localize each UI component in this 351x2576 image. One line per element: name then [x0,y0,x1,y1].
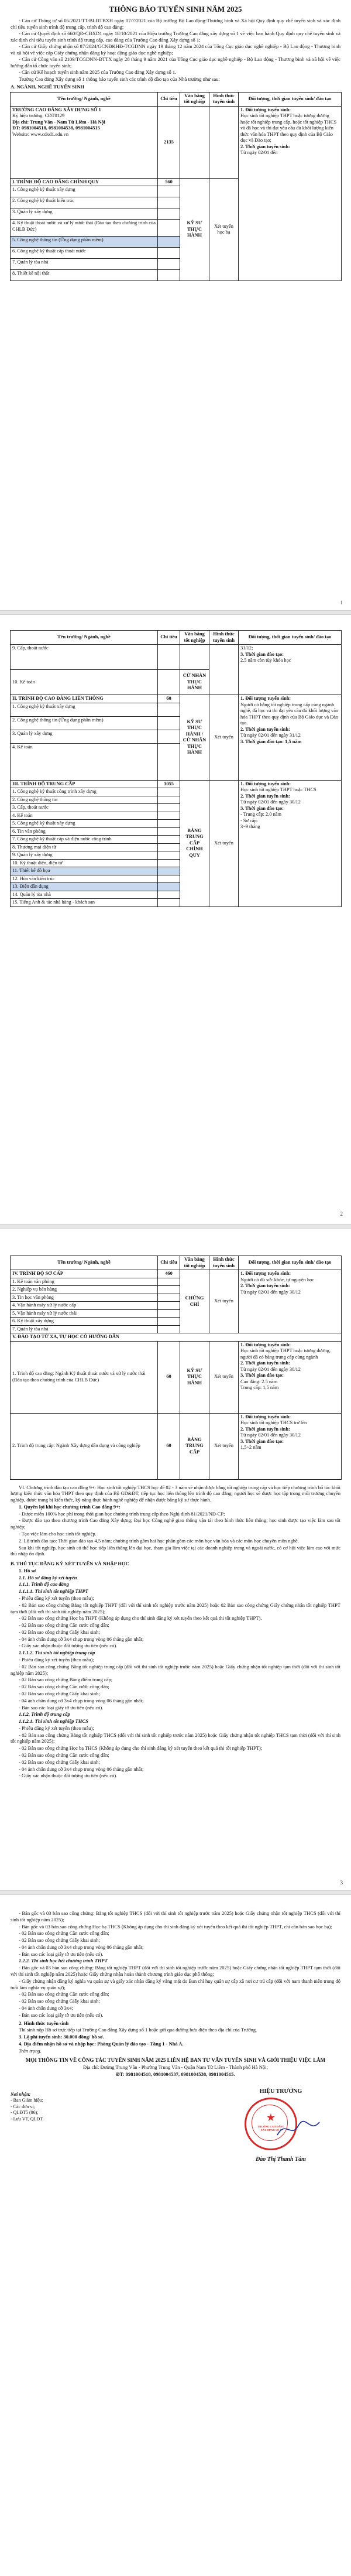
section-quota: 60 [158,695,180,703]
intro-line: - Căn cứ Quyết định số 660/QĐ-CĐXD1 ngày 18/10/2021 của Hiệu trưởng Trường Cao đẳng xây dựng số 1 về việc ban hành Quy định quy chế tuyển sinh và xác định chỉ tiêu tuyển sinh trình độ trung cấp, cao đẳng của Trường Cao đẳng Xây dựng số 1; [11,30,340,43]
target-line: - Trung cấp: 2,0 năm [240,812,282,817]
section-heading: II. TRÌNH ĐỘ CAO ĐẲNG LIÊN THÔNG [11,695,158,703]
p4-line: 1.2.2. Thí sinh học hết chương trình THPT [19,1958,108,1964]
programs-table-2 [10,630,342,907]
target-line: 3~9 tháng [240,824,260,829]
school-website[interactable]: Website: www.cdxd1.edu.vn [12,131,69,137]
p4-line: - Bản gốc và 03 bản sao công chứng: Bằng tốt nghiệp THPT (đối với thí sinh tốt nghiệp trước năm 2025) hoặc Giấy chứng nhận tốt nghiệp THPT tạm thời (đối với thí sinh tốt nghiệp năm 2025) hoặc Giấy chứng nhận hoàn thành chương trình giáo dục phổ thông; [11,1965,340,1978]
paragraph: 1. Quyền lợi khi học chương trình Cao đẳng 9+: [19,1503,121,1510]
p4-line: - 04 ảnh chân dung cỡ 3x4 chụp trong vòng 06 tháng gần nhất; [19,1944,144,1950]
target-line: Trung cấp: 1,5 năm [240,1385,279,1390]
b-line: - 02 Bản sao công chứng Học bạ THPT (Không áp dụng cho thí sinh đăng ký xét tuyển theo kết quả thi tốt nghiệp THPT). [19,1615,262,1621]
section-b-heading: B. THỦ TỤC ĐĂNG KÝ XÉT TUYỂN VÀ NHẬP HỌC [11,1561,129,1567]
degree-cell: BẰNG TRUNG CẤP CHÍNH QUY [180,780,209,906]
b-line: - 04 ảnh chân dung cỡ 3x4 chụp trong vòng 06 tháng gần nhất; [19,1636,144,1642]
target-line: Từ ngày 02/01 đến ngày 31/12 [240,733,301,738]
b-line: - Giấy xác nhận thuộc đối tượng ưu tiên (nếu có). [19,1643,118,1649]
target-line: 1. Đối tượng tuyển sinh: [240,696,291,701]
program-row: 4. Kế toán [11,812,158,820]
degree-cell: KỸ SƯ THỰC HÀNH / CỬ NHÂN THỰC HÀNH [180,695,209,781]
col-quota-header: Chỉ tiêu [158,1256,180,1270]
b-line: 1.1.1.2. Thí sinh tốt nghiệp trung cấp [19,1650,95,1656]
p4-line: - 04 ảnh chân dung cỡ 3x4; [19,2004,73,2011]
program-row: 1. Trình độ cao đẳng: Ngành Kỹ thuật thoát nước và xử lý nước thải (Đào tạo theo chương trình của CHLB Đức) [11,1341,158,1413]
program-row: 9. Cấp, thoát nước [11,645,158,670]
b-line: 1. Hồ sơ [19,1567,36,1573]
program-row: 11. Thiết kế đồ họa [11,867,158,875]
target-line: 1,5~2 năm [240,1445,261,1450]
b-line: 1.1.1. Trình độ cao đẳng [19,1581,69,1588]
program-row: 1. Công nghệ kỹ thuật xây dựng [11,703,158,716]
page-4 [0,1895,351,2576]
page-1 [0,0,351,610]
col-degree-header: Văn bằng tốt nghiệp [180,631,209,645]
col-name-header: Tên trường/ Ngành, nghề [11,92,158,106]
target-line: 2.5 năm còn tùy khóa học [240,658,291,663]
target-line: Học sinh tốt nghiệp THCS trở lên [240,1420,307,1425]
programs-table-3 [10,1255,342,1480]
b-line: 1.1. Hồ sơ đăng ký xét tuyển [19,1574,77,1581]
intro-block [11,18,340,82]
target-line: Từ ngày 02/01 đến [240,150,278,156]
target-line: 1. Đối tượng tuyển sinh: [240,1271,291,1276]
program-row: 4. Kỹ thuật thoát nước và xử lý nước thải (Đào tạo theo chương trình của CHLB Đức) [11,220,158,237]
page-number: 1 [340,600,343,605]
col-degree-header: Văn bằng tốt nghiệp [180,1256,209,1270]
b-line: - Phiếu đăng ký xét tuyển (theo mẫu); [19,1725,94,1731]
target-line: 2. Thời gian tuyển sinh: [240,1360,290,1366]
target-line: - Sơ cấp: [240,817,259,823]
signature-scribble [275,2117,322,2141]
target-line: 3. Thời gian đào tạo: [240,1438,284,1444]
degree-cell: KỸ SƯ THỰC HÀNH [180,1341,209,1413]
method-cell: Xét tuyển [209,1270,239,1333]
b-line: - 02 Bản sao công chứng Bằng tốt nghiệp trung cấp (đối với thí sinh tốt nghiệp trước năm 2025) hoặc Giấy chứng nhận tốt nghiệp tạm thời (đối với thí sinh tốt nghiệp năm 2025); [11,1663,340,1676]
program-row: 10. Kế toán [11,670,158,695]
target-line: 3. Thời gian đào tạo: 1,5 năm [240,738,302,744]
degree-cell: CỬ NHÂN THỰC HÀNH [180,670,209,695]
target-line: 3. Thời gian đào tạo: [240,1373,284,1378]
b-line: - 02 Bản sao công chứng Bảng điểm trung cấp; [19,1677,113,1683]
col-quota-header: Chỉ tiêu [158,92,180,106]
section-quota: 560 [158,178,180,186]
p4-line: - Bản gốc và 03 bản sao công chứng Học bạ THCS (Không áp dụng cho thí sinh đăng ký xét tuyển theo kết quả thi tốt nghiệp THPT, chỉ cần bản sao học bạ); [19,1923,332,1930]
p4-line: 3. Lệ phí tuyển sinh: 30.000 đồng/ hồ sơ. [19,2034,104,2040]
target-line: 2. Thời gian tuyển sinh: [240,1283,290,1288]
stamp-star-icon: ★ [266,2112,276,2123]
p4-line: - Giấy chứng nhận đăng ký nghĩa vụ quân sự và giấy xác nhận đăng ký vắng mặt do Ban chỉ huy quân sự cấp xã nơi cư trú cấp (đối với nam thanh niên trong độ tuổi làm nghĩa vụ quân sự); [11,1978,340,1990]
recipients-block [11,2092,44,2122]
p4-line: - Bản sao các loại giấy tờ ưu tiên (nếu có). [19,1951,104,1957]
target-line: 2. Thời gian tuyển sinh: [240,726,290,732]
program-row: 6. Kỹ thuật xây dựng [11,1318,158,1326]
method-cell: Xét tuyển [209,695,239,781]
target-line: 3. Thời gian đào tạo: [240,651,284,657]
school-total-quota: 2135 [158,106,180,178]
signer-name: Đào Thị Thanh Tâm [256,2156,306,2163]
target-line: 2. Thời gian tuyển sinh: [240,143,290,149]
p4-line: - 02 Bản sao công chứng Căn cước công dân; [19,1930,109,1937]
target-line: Từ ngày 02/01 đến ngày 30/12 [240,1432,301,1438]
section-quota: 1055 [158,780,180,788]
program-row: 3. Quản lý xây dựng [11,730,158,743]
b-line: - 02 Bản sao công chứng Giấy khai sinh; [19,1629,100,1635]
school-address: Địa chỉ: Trung Văn - Nam Từ Liêm - Hà Nội [12,119,105,125]
program-9plus-block [11,1484,340,1558]
page-separator [0,610,351,615]
program-row: 2. Trình độ trung cấp: Ngành Xây dựng dân dụng và công nghiệp [11,1413,158,1479]
paragraph: VI. Chương trình đào tạo cao đẳng 9+: Học sinh tốt nghiệp THCS học để 02 - 3 năm sẽ nhận được bằng tốt nghiệp trung cấp và học tiếp chương trình bổ túc khối lượng kiến thức văn hóa THPT theo quy định của Bộ GD&ĐT, tiếp tục học liên thông lên trình độ cao đẳng; người học sẽ được học tập trong môi trường chuyên nghiệp, được trang bị kiến thức, kỹ năng thực hành nghề nghiệp để nhận được bằng kỹ sư thực hành. [11,1484,340,1503]
target-line: 1. Đối tượng tuyển sinh: [240,1342,291,1347]
target-line: Học sinh tốt nghiệp THPT hoặc THCS [240,787,316,792]
b-line: - 02 Bản sao công chứng Căn cước công dân; [19,1751,109,1758]
program-row: 2. Công nghệ thông tin (Ứng dụng phần mềm) [11,716,158,730]
intro-line: - Căn cứ Công văn số 2109/TCGDNN-ĐTTX ngày 28 tháng 9 năm 2021 của Tổng Cục giáo dục nghề nghiệp - Bộ Lao động - Thương binh và xã hội về việc hướng dẫn tổ chức tuyển sinh; [11,56,340,69]
target-line: Học sinh tốt nghiệp THPT hoặc tương đương, người đã có bằng trung cấp cùng ngành [240,1348,331,1360]
intro-line: Trường Cao đẳng Xây dựng số 1 thông báo tuyển sinh các trình độ đào tạo của Nhà trường như sau: [19,76,220,82]
b-line: - 04 ảnh chân dung cỡ 3x4 chụp trong vòng 06 tháng gần nhất; [19,1766,144,1772]
document-title: THÔNG BÁO TUYỂN SINH NĂM 2025 [109,5,242,13]
program-row: 15. Tiếng Anh & tác nhà hàng - khách sạn [11,899,158,907]
b-line: - 02 Bản sao công chứng Học bạ THCS (Không áp dụng cho thí sinh đăng ký xét tuyển theo kết quả thi tốt nghiệp THPT); [19,1745,263,1751]
page-2 [0,615,351,1224]
target-line: 1. Đối tượng tuyển sinh: [240,781,291,786]
program-row: 7. Quản lý tòa nhà [11,1325,158,1333]
col-quota-header: Chỉ tiêu [158,631,180,645]
page-separator [0,1224,351,1229]
p4-line: - Bản sao các loại giấy tờ ưu tiên (nếu có). [19,2011,104,2018]
page-3 [0,1229,351,1890]
program-row: 3. Quản lý xây dựng [11,208,158,220]
b-line: - 02 Bản sao công chứng Bằng tốt nghiệp THPT (đối với thí sinh tốt nghiệp trước năm 2025) hoặc 02 Bản sao công chứng Giấy chứng nhận tốt nghiệp THPT tạm thời (đối với thí sinh tốt nghiệp năm 2025); [11,1602,340,1614]
section-heading: III. TRÌNH ĐỘ TRUNG CẤP [11,780,158,788]
target-line: 31/12; [240,645,253,651]
target-line: 3. Thời gian đào tạo: [240,805,284,811]
b-line: - Phiếu đăng ký xét tuyển (theo mẫu); [19,1657,94,1663]
program-row: 4. Vận hành máy xử lý nước cấp [11,1302,158,1310]
school-code: Ký hiệu trường: CĐT0129 [12,113,65,119]
program-row: 7. Quản lý tòa nhà [11,259,158,270]
method-cell: Xét tuyển [209,1413,239,1479]
section-quota: 460 [158,1270,180,1278]
contact-title: MỌI THÔNG TIN VỀ CÔNG TÁC TUYỂN SINH NĂM 2025 LIÊN HỆ BAN TƯ VẤN TUYỂN SINH VÀ GIỚI THIỆU VIỆC LÀM [25,2057,326,2064]
page-separator [0,1890,351,1895]
col-name-header: Tên trường/ Ngành, nghề [11,631,158,645]
b-line: - Giấy xác nhận thuộc đối tượng ưu tiên (nếu có). [19,1773,118,1779]
method-cell: Xét tuyển học bạ [209,178,239,281]
signature-block [228,2088,333,2096]
b-line: - 04 ảnh chân dung cỡ 3x4 chụp trong vòng 06 tháng gần nhất; [19,1697,144,1703]
section-a-heading: A. NGÀNH, NGHỀ TUYỂN SINH [11,84,84,90]
section-quota: 60 [158,1341,180,1413]
school-name: TRƯỜNG CAO ĐẲNG XÂY DỰNG SỐ 1 [12,107,101,112]
section-heading: I. TRÌNH ĐỘ CAO ĐẲNG CHÍNH QUY [11,178,158,186]
col-method-header: Hình thức tuyển sinh [209,631,239,645]
p4-line: 4. Địa điểm nhận hồ sơ và nhập học: Phòng Quản lý đào tạo - Tầng 1 - Nhà A. [19,2040,184,2047]
degree-cell: BẰNG TRUNG CẤP [180,1413,209,1479]
paragraph: Sau khi tốt nghiệp, học sinh có thể học tiếp liên thông lên đại học, tham gia làm việc tại các doanh nghiệp trong và ngoài nước, có cơ hội việc làm cao với mức thu nhập ổn định. [11,1544,340,1557]
p4-line: - 02 Bản sao công chứng Giấy khai sinh; [19,1937,100,1944]
section-b-block [11,1561,340,1779]
col-target-header: Đối tượng, thời gian tuyển sinh/ đào tạo [239,631,342,645]
intro-line: - Căn cứ Thông tư số 05/2021/TT-BLĐTBXH ngày 07/7/2021 của Bộ trưởng Bộ Lao động-Thương binh và Xã hội Quy định quy chế tuyển sinh và xác định chỉ tiêu tuyển sinh trình độ trung cấp, trình độ cao đẳng; [11,18,340,30]
p4-line: Trân trọng. [19,2047,42,2054]
paragraph: - Được miễn 100% học phí trong thời gian học chương trình trung cấp theo Nghị định 81/2021/NĐ-CP; [19,1510,225,1517]
program-row: 6. Công nghệ kỹ thuật cấp thoát nước [11,248,158,259]
program-row: 12. Hòa văn kiến trúc [11,875,158,883]
program-row: 1. Công nghệ kỹ thuật xây dựng [11,186,158,197]
p4-line: - 02 Bản sao công chứng Giấy khai sinh; [19,1998,100,2004]
target-line: Học sinh tốt nghiệp THPT hoặc tương đương hoặc tốt nghiệp trung cấp, hoặc tốt nghiệp THCS và đã học và thi đạt yêu cầu đủ khối lượng kiến thức văn hóa THPT theo quy định của Bộ Giáo dục và Đào tạo; [240,113,337,143]
stamp-text: TRƯỜNG CAO ĐẲNG XÂY DỰNG SỐ 1 [257,2125,284,2132]
recipient: - Các đơn vị; [11,2103,35,2109]
target-line: 1. Đối tượng tuyển sinh: [240,107,291,112]
program-row: 7. Công nghệ kỹ thuật cấp và điện nước công trình [11,836,158,844]
b-line: - 02 Bản sao công chứng Căn cước công dân; [19,1684,109,1690]
target-line: Từ ngày 02/01 đến ngày 30/12 [240,1366,301,1372]
b-line: 1.1.1.1. Thí sinh tốt nghiệp THPT [19,1588,88,1595]
program-row: 3. Cấp, thoát nước [11,804,158,812]
program-row: 13. Điện dân dụng [11,883,158,891]
target-line: Cao đẳng: 2.5 năm [240,1378,278,1384]
b-line: - 02 Bản sao công chứng Giấy khai sinh; [19,1759,100,1765]
program-row: 2. Công nghệ kỹ thuật kiến trúc [11,197,158,208]
program-row: 10. Kỹ thuật điện, điện tử [11,859,158,867]
program-row: 3. Tin học văn phòng [11,1294,158,1302]
program-row: 14. Quản lý tòa nhà [11,891,158,899]
p4-line: - 02 Bản sao công chứng Căn cước công dân; [19,1991,109,1997]
b-line: - Phiếu đăng ký xét tuyển (theo mẫu); [19,1595,94,1601]
school-phone: ĐT: 0981004518, 0981004538, 0981004515 [12,125,100,131]
program-row: 1. Công nghệ kỹ thuật công trình xây dựng [11,788,158,796]
programs-table-1 [10,92,342,282]
paragraph: - Được đào tạo theo chương trình Cao đẳng Xây dựng; Đại học Công nghệ giao thông vận tải theo hình thức liên thông; học sinh được tạo việc làm sau tốt nghiệp; [11,1517,340,1530]
target-line: Từ ngày 02/01 đến ngày 30/12 [240,1289,301,1295]
b-line: - 02 Bản sao công chứng Căn cước công dân; [19,1622,109,1629]
section-heading: IV. TRÌNH ĐỘ SƠ CẤP [11,1270,158,1278]
b-line: - 02 Bản sao công chứng Giấy khai sinh; [19,1690,100,1696]
program-row: 8. Thương mại điện tử [11,843,158,851]
page4-block [11,1910,340,2054]
section-heading: V. ĐÀO TẠO TỪ XA, TỰ HỌC CÓ HƯỚNG DẪN [11,1333,342,1342]
b-line: - 02 Bản sao công chứng Bằng tốt nghiệp THCS (đối với thí sinh tốt nghiệp trước năm 2025) hoặc Giấy chứng nhận tốt nghiệp THCS tạm thời (đối với thí sinh tốt nghiệp năm 2025); [11,1732,340,1744]
intro-line: - Căn cứ Kế hoạch tuyển sinh năm 2025 của Trường Cao đẳng Xây dựng số 1. [19,69,177,76]
degree-cell: KỸ SƯ THỰC HÀNH [180,178,209,281]
degree-cell: CHỨNG CHỈ [180,1270,209,1333]
target-line: 2. Thời gian tuyển sinh: [240,793,290,799]
signer-title: HIỆU TRƯỞNG [259,2088,302,2095]
p4-line: 2. Hình thức tuyển sinh [19,2020,69,2026]
col-method-header: Hình thức tuyển sinh [209,1256,239,1270]
recipient: - Ban Giám hiệu; [11,2098,43,2103]
program-row: 6. Tin văn phòng [11,827,158,836]
col-name-header: Tên trường/ Ngành, nghề [11,1256,158,1270]
program-row: 8. Thiết kế nội thất [11,270,158,281]
col-method-header: Hình thức tuyển sinh [209,92,239,106]
method-cell: Xét tuyển [209,780,239,906]
page-number: 2 [340,1211,343,1217]
col-target-header: Đối tượng, thời gian tuyển sinh/ đào tạo [239,92,342,106]
section-quota: 60 [158,1413,180,1479]
program-row: 5. Công nghệ kỹ thuật xây dựng [11,820,158,828]
paragraph: 2. Lộ trình đào tạo: Thời gian đào tạo 4,5 năm; chương trình gồm hai học phần gồm các môn học văn hóa và các môn học chuyên môn nghề. [19,1537,299,1544]
p4-line: Thí sinh nộp Hồ sơ trực tiếp tại Trường Cao đẳng Xây dựng số 1 hoặc gửi qua đường bưu điện theo địa chỉ của Trường. [19,2027,257,2033]
program-row: 2. Nghiệp vụ bán hàng [11,1286,158,1294]
target-line: Người có đủ sức khỏe, tự nguyện học [240,1277,314,1282]
target-line: 2. Thời gian tuyển sinh: [240,1426,290,1432]
b-line: - Bản sao các loại giấy tờ ưu tiên (nếu có). [19,1704,104,1711]
method-cell: Xét tuyển [209,1341,239,1413]
program-row: 2. Công nghệ thông tin [11,796,158,804]
contact-phone: ĐT: 0981004518, 0981004537, 0981004538, 0981004515. [116,2071,235,2078]
col-degree-header: Văn bằng tốt nghiệp [180,92,209,106]
program-row: 5. Công nghệ thông tin (Ứng dụng phần mềm) [11,237,158,248]
recipient: - Lưu VT, QLĐT. [11,2116,44,2122]
recipients-label: Nơi nhận: [11,2092,31,2097]
program-row: 4. Kế toán [11,743,158,780]
contact-address: Địa chỉ: Đường Trung Văn - Phường Trung Văn - Quận Nam Từ Liêm - Thành phố Hà Nội; [82,2064,269,2070]
program-row: 1. Kế toán văn phòng [11,1278,158,1286]
b-line: 1.1.2.1. Thí sinh tốt nghiệp THCS [19,1718,88,1725]
target-line: Từ ngày 02/01 đến ngày 30/12 [240,799,301,805]
target-line: Người có bằng tốt nghiệp trung cấp cùng ngành nghề, đã học và thi đạt yêu cầu đủ khối lượng văn hóa THPT theo quy định của Bộ Giáo dục và Đào tạo. [240,702,339,726]
target-line: 1. Đối tượng tuyển sinh: [240,1414,291,1419]
page-number: 3 [340,1880,343,1886]
program-row: 5. Vận hành máy xử lý nước thải [11,1309,158,1318]
program-row: 9. Quản lý xây dựng [11,851,158,860]
recipient: - QLĐT5 (86); [11,2110,39,2116]
col-target-header: Đối tượng, thời gian tuyển sinh/ đào tạo [239,1256,342,1270]
intro-line: - Căn cứ Giấy chứng nhận số 87/2024/GCNĐKHĐ-TCGDNN ngày 19 tháng 12 năm 2024 của Tổng Cục giáo dục nghề nghiệp - Bộ Lao động - Thương binh và xã hội về việc cấp Giấy chứng nhận đăng ký hoạt động giáo dục nghề nghiệp; [11,43,340,56]
b-line: 1.1.2. Trình độ trung cấp [19,1711,70,1718]
p4-line: - Bản gốc và 03 bản sao công chứng: Bằng tốt nghiệp THCS (đối với thí sinh tốt nghiệp trước năm 2025) hoặc Giấy chứng nhận tốt nghiệp THCS (đối với thí sinh tốt nghiệp năm 2025); [11,1910,340,1922]
paragraph: - Tạo việc làm cho học sinh tốt nghiệp. [19,1530,97,1537]
